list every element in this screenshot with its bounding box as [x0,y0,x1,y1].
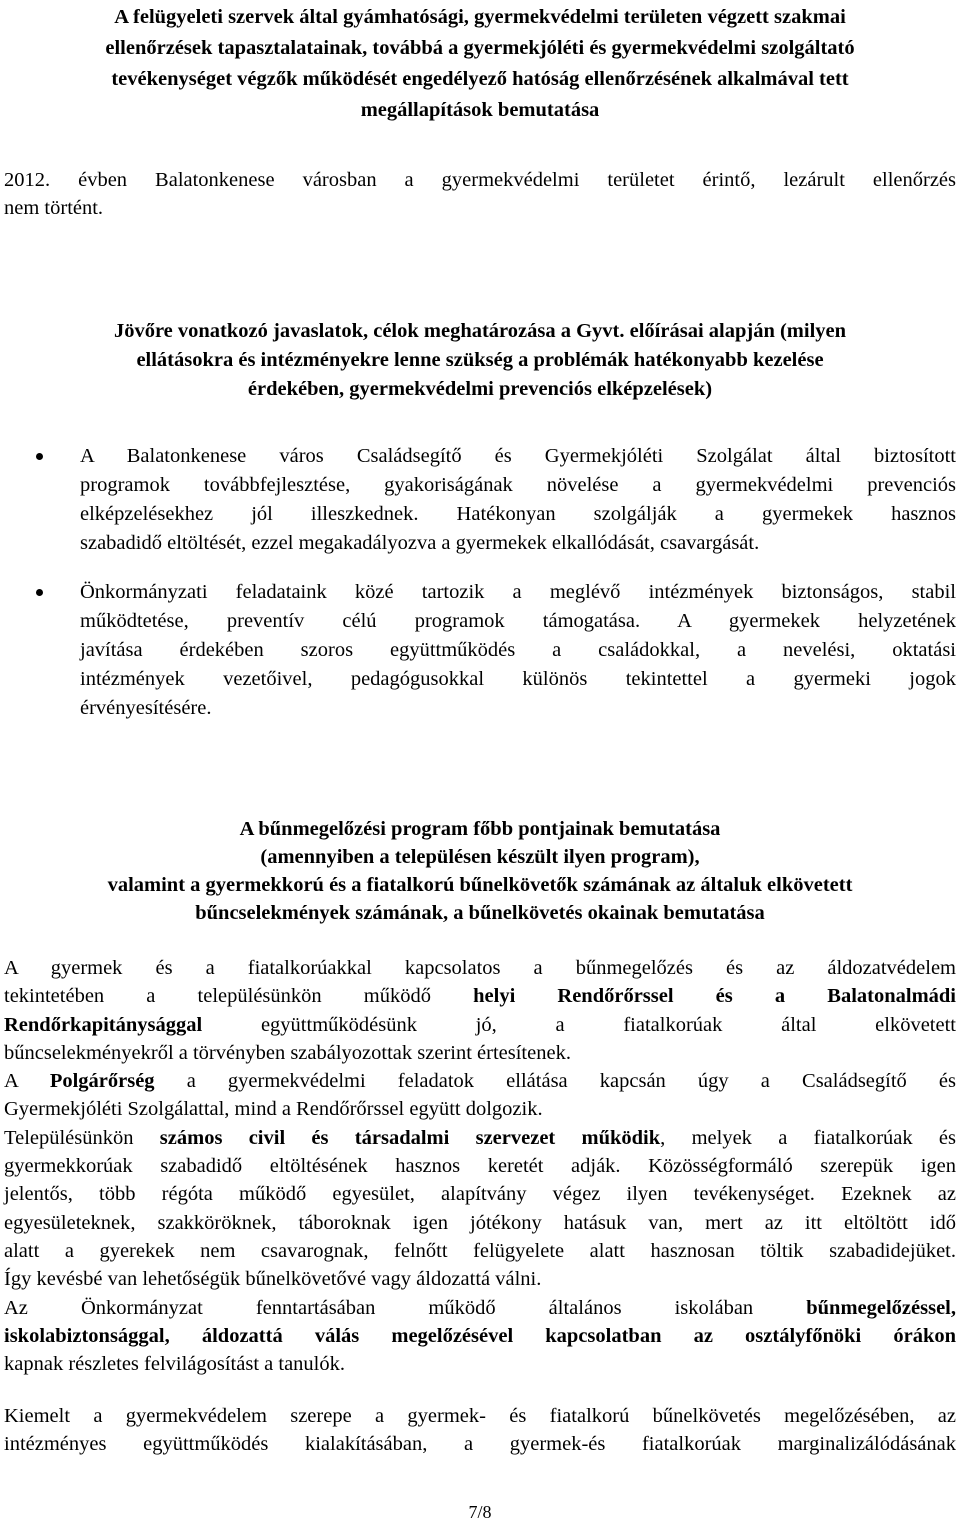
intro-line-2: nem történt. [4,197,104,219]
p3-line-1 [4,1124,956,1152]
bullet-1-line-2: programok továbbfejlesztése, gyakoriságának növelése a gyermekvédelmi prevenciós [80,474,956,496]
crime-heading-line-3: valamint a gyermekkorú és a fiatalkorú bűnelkövetők számának az általuk elkövetett [107,874,853,896]
future-heading-line-2: ellátásokra és intézményekre lenne szükség a problémák hatékonyabb kezelése [136,349,824,371]
p1-line-1: A gyermek és a fiatalkorúakkal kapcsolatos a bűnmegelőzés és az áldozatvédelem [4,957,956,979]
p4-line-2-bold: iskolabiztonsággal, áldozattá válás megelőzésével kapcsolatban az osztályfőnöki órákon [4,1324,956,1347]
p2-line-1-a: A [4,1070,50,1093]
main-heading-line-4: megállapítások bemutatása [360,99,600,121]
future-bullet-2-text [80,578,956,723]
bullet-2-line-1: Önkormányzati feladataink közé tartozik a meglévő intézmények biztonságos, stabil [80,581,956,603]
p2-line-1-c: a gyermekvédelmi feladatok ellátása kapcsán úgy a Családsegítő és [154,1070,956,1093]
crime-heading-line-2: (amennyiben a településen készült ilyen program), [260,846,700,868]
crime-section-heading [4,815,956,927]
bullet-1-line-4: szabadidő eltöltését, ezzel megakadályozva a gyermekek elkallódását, csavargását. [80,532,760,554]
main-heading-line-3: tevékenységet végzők működését engedélyező hatóság ellenőrzésének alkalmával tett [111,68,849,90]
p3-line-1-bold: számos civil és társadalmi szervezet működik [159,1126,661,1149]
p3-line-3: jelentős, több régóta működő egyesület, alapítvány végez ilyen tevékenységet. Ezeknek az [4,1183,956,1206]
bullet-1-line-3: elképzelésekhez jól illeszkednek. Hatékonyan szolgálják a gyermekek hasznos [80,503,956,525]
p2-line-1-bold: Polgárőrség [49,1070,155,1093]
p3-line-2: gyermekkorúak szabadidő eltöltésének hasznos keretét adják. Közösségformáló szerepük igen [4,1155,956,1178]
p1-line-2 [4,982,956,1010]
p3-line-1-c: , melyek a fiatalkorúak és [660,1126,956,1149]
p3-line-4: egyesületeknek, szakköröknek, táboroknak igen jótékony hatásuk van, mert az itt eltöltött idő [4,1211,956,1234]
p5-line-2: intézményes együttműködés kialakításában, a gyermek-és fiatalkorúak marginalizálódásának [4,1433,956,1456]
p1-line-3-text: együttműködésünk jó, a fiatalkorúak által elkövetett [202,1013,956,1036]
p1-line-3-bold: Rendőrkapitánysággal [4,1013,203,1036]
p4-line-1-a: Az Önkormányzat fenntartásában működő általános iskolában [4,1296,807,1319]
bullet-2-line-4: intézmények vezetőivel, pedagógusokkal különös tekintettel a gyermeki jogok [80,668,956,690]
crime-body [4,954,956,1378]
p3-line-5: alatt a gyerekek nem csavarognak, felnőtt felügyelete alatt hasznosan töltik szabadidejüket. [4,1239,956,1262]
page-number: 7/8 [468,1502,492,1522]
p3-line-6: Így kevésbé van lehetőségük bűnelkövetővé vagy áldozattá válni. [4,1268,542,1291]
future-heading-line-1: Jövőre vonatkozó javaslatok, célok meghatározása a Gyvt. előírásai alapján (milyen [113,320,847,342]
future-heading-line-3: érdekében, gyermekvédelmi prevenciós elképzelések) [247,378,713,400]
p1-line-2-text: tekintetében a településünkön működő [4,985,474,1008]
bullet-2-line-3: javítása érdekében szoros együttműködés a családokkal, a nevelési, oktatási [80,639,956,661]
p1-line-4: bűncselekményekről a törvényben szabályozottak szerint értesítenek. [4,1041,571,1064]
bullet-dot-icon [36,453,43,460]
main-heading [4,2,956,126]
p4-line-2 [4,1322,956,1350]
intro-paragraph [4,166,956,222]
bullet-2-line-5: érvényesítésére. [80,697,212,719]
bullet-dot-icon [36,589,43,596]
p2-line-2: Gyermekjóléti Szolgálattal, mind a Rendőrőrssel együtt dolgozik. [4,1098,543,1121]
p1-line-2-bold: helyi Rendőrőrssel és a Balatonalmádi [473,985,956,1008]
p4-line-1 [4,1294,956,1322]
closing-paragraph [4,1402,956,1459]
p2-line-1 [4,1067,956,1095]
main-heading-line-2: ellenőrzések tapasztalatainak, továbbá a gyermekjóléti és gyermekvédelmi szolgáltató [105,37,855,59]
crime-heading-line-1: A bűnmegelőzési program főbb pontjainak bemutatása [239,818,721,840]
p5-line-1: Kiemelt a gyermekvédelem szerepe a gyermek- és fiatalkorú bűnelkövetés megelőzésében, az [4,1405,956,1427]
future-bullet-1-text [80,442,956,558]
main-heading-line-1: A felügyeleti szervek által gyámhatósági, gyermekvédelmi területen végzett szakmai [114,6,846,28]
bullet-2-line-2: működtetése, preventív célú programok támogatása. A gyermekek helyzetének [80,610,956,632]
future-section-heading [4,317,956,404]
crime-heading-line-4: bűncselekmények számának, a bűnelkövetés okainak bemutatása [195,902,765,924]
intro-line-1: 2012. évben Balatonkenese városban a gyermekvédelmi területet érintő, lezárult ellenőrzés [4,169,956,191]
p4-line-3: kapnak részletes felvilágosítást a tanulók. [4,1353,345,1376]
p4-line-1-bold: bűnmegelőzéssel, [806,1296,956,1319]
p1-line-3 [4,1011,956,1039]
bullet-1-line-1: A Balatonkenese város Családsegítő és Gyermekjóléti Szolgálat által biztosított [80,445,956,467]
p3-line-1-a: Településünkön [4,1126,160,1149]
